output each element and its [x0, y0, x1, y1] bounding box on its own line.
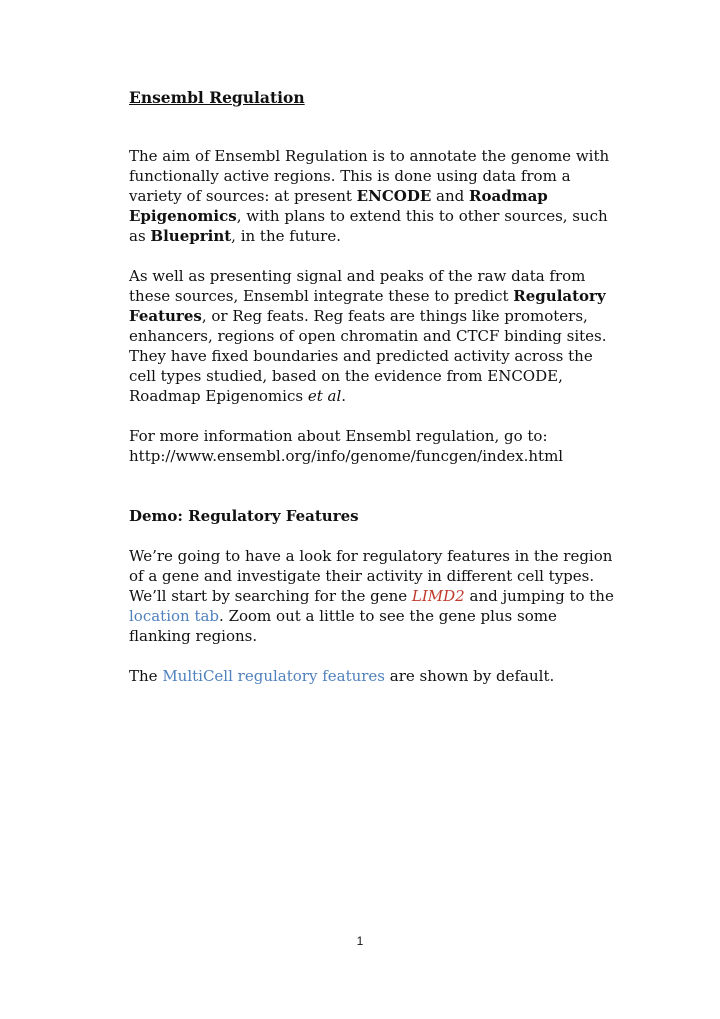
- demo-text-c: . Zoom out a little to see the gene plus some flanking regions.: [129, 607, 557, 645]
- multicell-text-a: The: [129, 667, 163, 685]
- multicell-paragraph: [129, 666, 614, 686]
- intro-text-c: and: [431, 187, 470, 205]
- demo-paragraph: [129, 546, 614, 646]
- ensembl-url-link[interactable]: http://www.ensembl.org/info/genome/funcgen/index.html: [129, 447, 564, 465]
- gene-name-limd2: LIMD2: [411, 587, 465, 605]
- roadmap-term: Roadmap Epigenomics: [129, 187, 548, 225]
- encode-term: ENCODE: [356, 187, 432, 205]
- multicell-link[interactable]: MultiCell regulatory features: [162, 667, 385, 685]
- location-tab-link[interactable]: location tab: [129, 607, 220, 625]
- demo-heading: [129, 506, 614, 526]
- et-al-text: et al: [307, 387, 342, 405]
- demo-text-b: and jumping to the: [464, 587, 614, 605]
- demo-text-a: We’re going to have a look for regulatory features in the region of a gene and investigate their activity in different cell types. We’ll start by searching for the gene: [129, 547, 613, 605]
- page-number: 1: [356, 934, 364, 948]
- demo-heading-text: Demo: Regulatory Features: [129, 507, 359, 525]
- regfeats-paragraph: [129, 266, 614, 406]
- regulatory-features-term: Regulatory Features: [129, 287, 606, 325]
- page-title: Ensembl Regulation: [129, 88, 305, 107]
- intro-text-d: , with plans to extend this to other sources, such as: [129, 207, 608, 245]
- more-info-paragraph: [129, 426, 614, 466]
- multicell-text-b: are shown by default.: [385, 667, 555, 685]
- intro-paragraph: [129, 146, 614, 246]
- more-info-text: For more information about Ensembl regulation, go to:: [129, 427, 548, 445]
- regfeats-text-c: , or Reg feats. Reg feats are things like promoters, enhancers, regions of open chromatin and CTCF binding sites. They have fixed boundaries and predicted activity across the cell types studied, based on the evidence from ENCODE, Roadmap Epigenomics: [129, 307, 607, 405]
- regfeats-text-a: As well as presenting signal and peaks of the raw data from these sources, Ensembl integrate these to predict: [129, 267, 586, 305]
- regfeats-text-d: .: [341, 387, 347, 405]
- intro-text-e: , in the future.: [231, 227, 341, 245]
- document-body: [129, 88, 614, 686]
- blueprint-term: Blueprint: [150, 227, 232, 245]
- intro-text-a: The aim of Ensembl Regulation is to annotate the genome with functionally active regions. This is done using data from a variety of sources: at present: [129, 147, 610, 205]
